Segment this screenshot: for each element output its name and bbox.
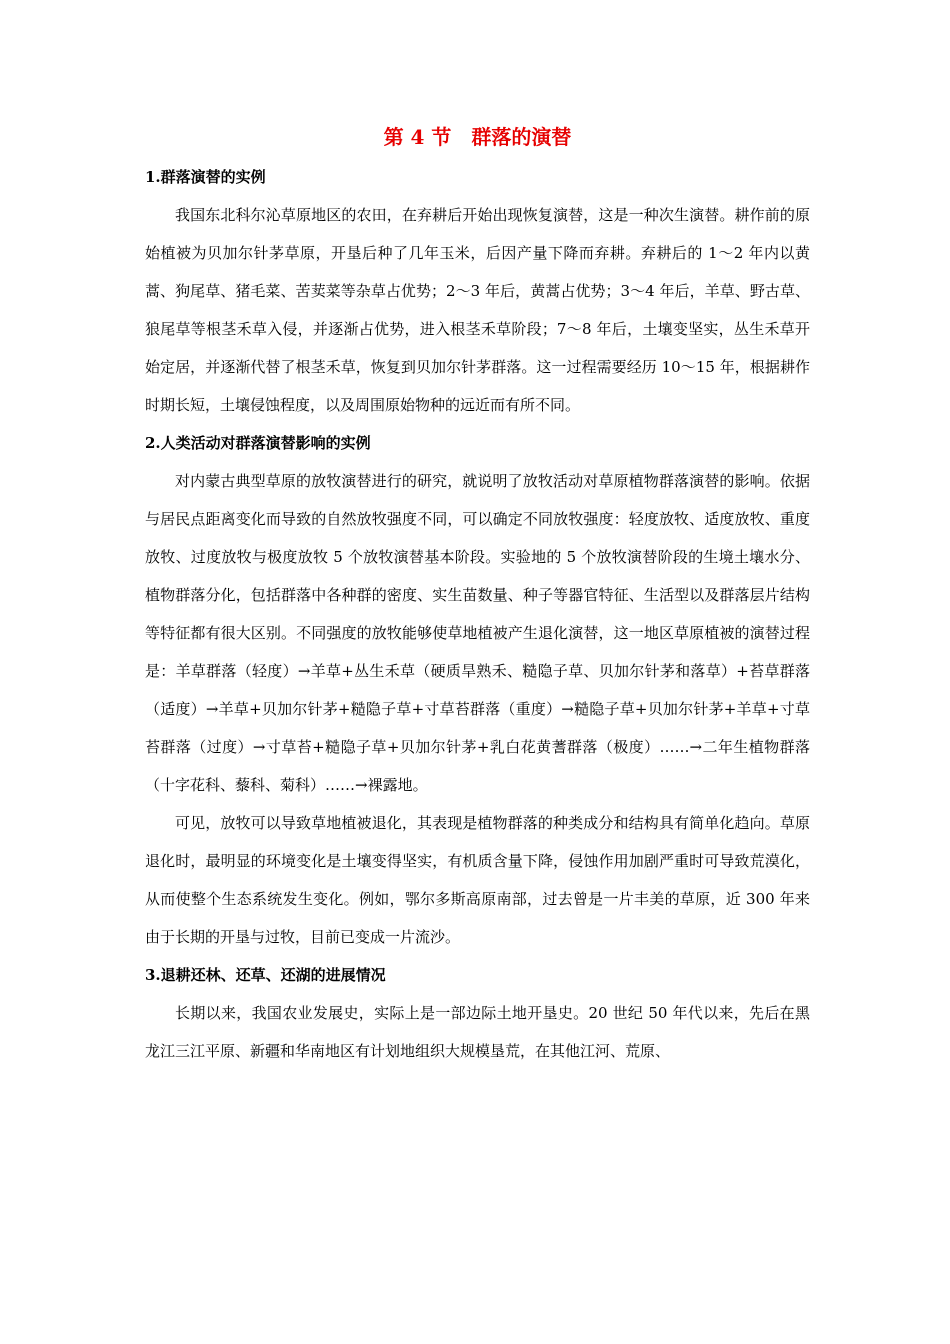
paragraph: 对内蒙古典型草原的放牧演替进行的研究，就说明了放牧活动对草原植物群落演替的影响。依据与居民点距离变化而导致的自然放牧强度不同，可以确定不同放牧强度：轻度放牧、适度放牧、重度放牧、过度放牧与极度放牧 5 个放牧演替基本阶段。实验地的 5 个放牧演替阶段的生境土壤水分、植物群落分化，包括群落中各种群的密度、实生苗数量、种子等器官特征、生活型以及群落层片结构等特征都有很大区别。不同强度的放牧能够使草地植被产生退化演替，这一地区草原植被的演替过程是：羊草群落（轻度）→羊草+丛生禾草（硬质旱熟禾、糙隐子草、贝加尔针茅和落草）+苔草群落（适度）→羊草+贝加尔针茅+糙隐子草+寸草苔群落（重度）→糙隐子草+贝加尔针茅+羊草+寸草苔群落（过度）→寸草苔+糙隐子草+贝加尔针茅+乳白花黄蓍群落（极度）……→二年生植物群落（十字花科、藜科、菊科）……→裸露地。 <box>145 472 810 794</box>
section-3 <box>145 956 810 1070</box>
section-1 <box>145 158 810 424</box>
section-heading: 2.人类活动对群落演替影响的实例 <box>145 434 371 452</box>
paragraph: 可见，放牧可以导致草地植被退化，其表现是植物群落的种类成分和结构具有简单化趋向。草原退化时，最明显的环境变化是土壤变得坚实，有机质含量下降，侵蚀作用加剧严重时可导致荒漠化，从而使整个生态系统发生变化。例如，鄂尔多斯高原南部，过去曾是一片丰美的草原，近 300 年来由于长期的开垦与过牧，目前已变成一片流沙。 <box>145 814 810 946</box>
paragraph: 我国东北科尔沁草原地区的农田，在弃耕后开始出现恢复演替，这是一种次生演替。耕作前的原始植被为贝加尔针茅草原，开垦后种了几年玉米，后因产量下降而弃耕。弃耕后的 1～2 年内以黄蒿、狗尾草、猪毛菜、苦荬菜等杂草占优势；2～3 年后，黄蒿占优势；3～4 年后，羊草、野古草、狼尾草等根茎禾草入侵，并逐渐占优势，进入根茎禾草阶段；7～8 年后，土壤变坚实，丛生禾草开始定居，并逐渐代替了根茎禾草，恢复到贝加尔针茅群落。这一过程需要经历 10～15 年，根据耕作时期长短，土壤侵蚀程度，以及周围原始物种的远近而有所不同。 <box>145 206 810 414</box>
section-heading: 3.退耕还林、还草、还湖的进展情况 <box>145 966 386 984</box>
section-2 <box>145 424 810 956</box>
document-page <box>145 118 810 1070</box>
section-heading: 1.群落演替的实例 <box>145 168 266 186</box>
page-title: 第 4 节 群落的演替 <box>383 125 572 149</box>
paragraph: 长期以来，我国农业发展史，实际上是一部边际土地开垦史。20 世纪 50 年代以来，先后在黑龙江三江平原、新疆和华南地区有计划地组织大规模垦荒，在其他江河、荒原、 <box>145 1004 810 1060</box>
